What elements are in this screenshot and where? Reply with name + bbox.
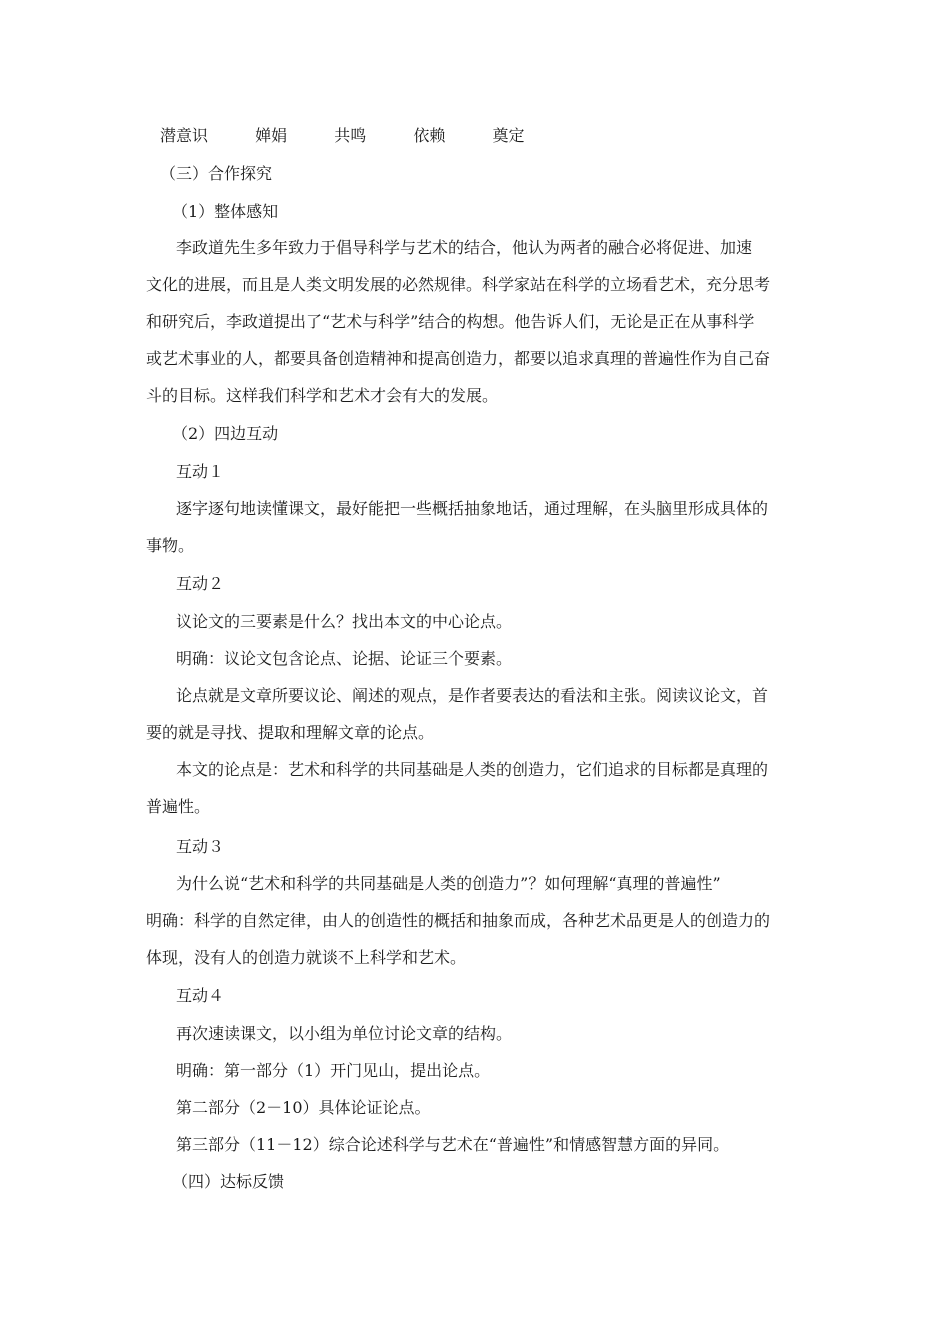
subheading-overall: （1）整体感知	[172, 202, 279, 221]
paragraph-line: 明确：第一部分（1）开门见山，提出论点。	[176, 1061, 491, 1080]
paragraph-line: 为什么说“艺术和科学的共同基础是人类的创造力”？如何理解“真理的普遍性”	[176, 874, 721, 893]
paragraph-line: 明确：科学的自然定律，由人的创造性的概括和抽象而成，各种艺术品更是人的创造力的	[146, 911, 771, 930]
paragraph-line: 第二部分（2－10）具体论证论点。	[176, 1098, 431, 1117]
paragraph-line: 或艺术事业的人，都要具备创造精神和提高创造力，都要以追求真理的普遍性作为自己奋	[146, 349, 771, 368]
section-heading-4: （四）达标反馈	[172, 1172, 285, 1191]
vocab-word: 潜意识	[160, 126, 209, 145]
interaction-label-1: 互动１	[176, 462, 225, 481]
paragraph-line: 论点就是文章所要议论、阐述的观点，是作者要表达的看法和主张。阅读议论文，首	[176, 686, 769, 705]
interaction-label-4: 互动４	[176, 986, 225, 1005]
paragraph-line: 和研究后，李政道提出了“艺术与科学”结合的构想。他告诉人们，无论是正在从事科学	[146, 312, 755, 331]
paragraph-line: 要的就是寻找、提取和理解文章的论点。	[146, 723, 435, 742]
paragraph-line: 再次速读课文，以小组为单位讨论文章的结构。	[176, 1024, 513, 1043]
paragraph-line: 第三部分（11－12）综合论述科学与艺术在“普遍性”和情感智慧方面的异同。	[176, 1135, 730, 1154]
vocab-word: 依赖	[413, 126, 446, 145]
paragraph-line: 明确：议论文包含论点、论据、论证三个要素。	[176, 649, 513, 668]
interaction-label-3: 互动３	[176, 837, 225, 856]
vocab-word: 婵娟	[255, 126, 288, 145]
paragraph-line: 议论文的三要素是什么？找出本文的中心论点。	[176, 612, 513, 631]
paragraph-line: 本文的论点是：艺术和科学的共同基础是人类的创造力，它们追求的目标都是真理的	[176, 760, 769, 779]
subheading-interaction: （2）四边互动	[172, 424, 279, 443]
vocab-word: 奠定	[492, 126, 525, 145]
paragraph-line: 普遍性。	[146, 797, 211, 816]
paragraph-line: 逐字逐句地读懂课文，最好能把一些概括抽象地话，通过理解，在头脑里形成具体的	[176, 499, 769, 518]
paragraph-line: 文化的进展，而且是人类文明发展的必然规律。科学家站在科学的立场看艺术，充分思考	[146, 275, 771, 294]
paragraph-line: 李政道先生多年致力于倡导科学与艺术的结合，他认为两者的融合必将促进、加速	[176, 238, 753, 257]
paragraph-line: 斗的目标。这样我们科学和艺术才会有大的发展。	[146, 386, 499, 405]
interaction-label-2: 互动２	[176, 574, 225, 593]
section-heading-3: （三）合作探究	[160, 164, 273, 183]
paragraph-line: 体现，没有人的创造力就谈不上科学和艺术。	[146, 948, 467, 967]
vocabulary-row	[160, 126, 524, 146]
paragraph-line: 事物。	[146, 536, 195, 555]
vocab-word: 共鸣	[334, 126, 367, 145]
